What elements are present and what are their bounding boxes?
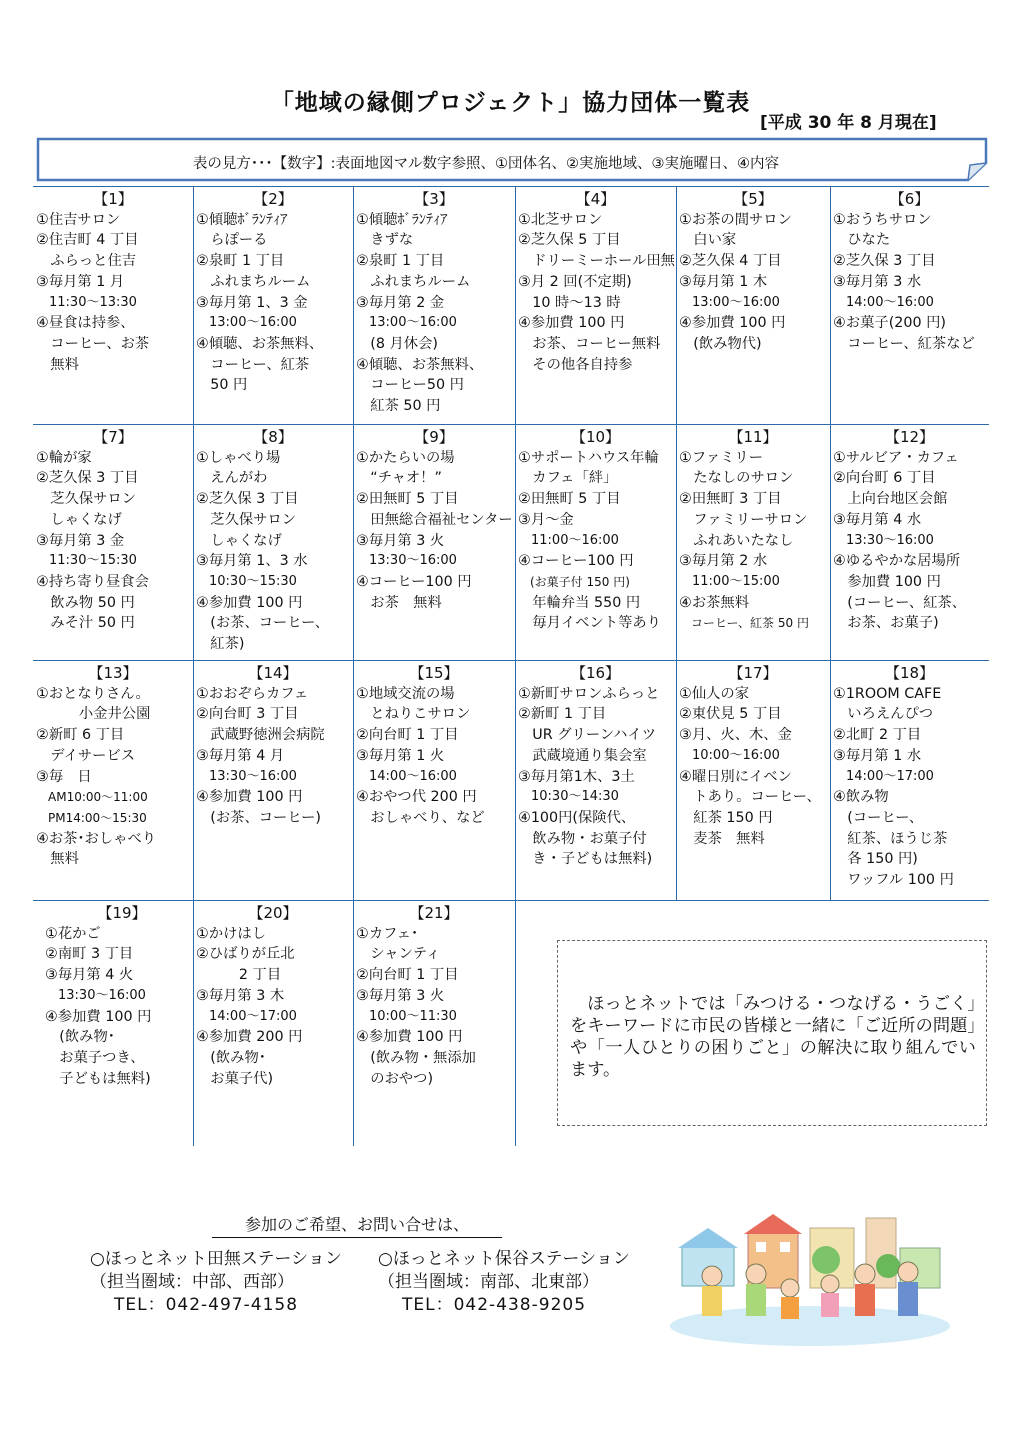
community-illustration-icon xyxy=(660,1208,950,1348)
group-detail-line: 10 時～13 時 xyxy=(518,294,621,311)
group-detail-line: ③月、火、木、金 xyxy=(679,727,792,744)
group-detail-line: 無料 xyxy=(36,356,79,373)
group-detail-line: 14:00～16:00 xyxy=(356,768,457,784)
group-detail-line: ①おうちサロン xyxy=(833,211,932,228)
group-detail-line: ④参加費 100 円 xyxy=(356,1029,463,1046)
group-detail-line: 13:00～16:00 xyxy=(196,315,297,331)
group-cell xyxy=(679,189,827,355)
group-detail-line: ②芝久保 3 丁目 xyxy=(36,470,139,487)
group-detail-line: ②向台町 3 丁目 xyxy=(196,706,299,723)
group-detail-line: 13:30～16:00 xyxy=(45,987,146,1003)
group-detail-line: ③毎月第 3 金 xyxy=(36,532,125,549)
group-detail-line: 毎月イベント等あり xyxy=(518,615,661,632)
group-detail-line: 11:00～15:00 xyxy=(679,573,780,589)
group-detail-line: ③月～金 xyxy=(518,511,574,528)
group-number: 【14】 xyxy=(248,664,298,682)
group-detail-line: しゃくなげ xyxy=(196,532,282,549)
group-detail-line: 10:30～15:30 xyxy=(196,573,297,589)
group-detail-line: 武蔵境通り集会室 xyxy=(518,747,647,764)
row-divider xyxy=(33,900,989,901)
info-box xyxy=(557,940,987,1126)
station-area: （担当圏域：南部、北東部） xyxy=(378,1272,599,1292)
group-number: 【10】 xyxy=(570,428,621,446)
group-detail-line: 10:00～11:30 xyxy=(356,1008,457,1024)
group-detail-line: (コーヒー、 xyxy=(833,809,924,826)
group-detail-line: らぽーる xyxy=(196,232,268,249)
group-detail-line: ③毎月第 1 木 xyxy=(679,273,768,290)
group-detail-line: ③毎月第 2 金 xyxy=(356,294,445,311)
group-detail-line: 11:30～15:30 xyxy=(36,553,137,569)
group-cell xyxy=(196,189,350,396)
group-detail-line: 武蔵野徳洲会病院 xyxy=(196,727,325,744)
group-detail-line: (飲み物･ xyxy=(45,1029,115,1046)
group-detail-line: ふらっと住吉 xyxy=(36,253,137,270)
group-detail-line: ドリーミーホール田無 xyxy=(518,253,675,270)
group-detail-line: ④参加費 100 円 xyxy=(196,789,303,806)
group-detail-line: ②芝久保 4 丁目 xyxy=(679,253,782,270)
group-detail-line: ①傾聴ﾎﾞﾗﾝﾃｨｱ xyxy=(356,211,448,228)
group-detail-line: ②新町 1 丁目 xyxy=(518,706,607,723)
group-detail-line: ②南町 3 丁目 xyxy=(45,946,134,963)
group-cell xyxy=(36,663,190,870)
group-detail-line: 年輪弁当 550 円 xyxy=(518,594,641,611)
group-detail-line: ③毎月第 1 火 xyxy=(356,747,445,764)
group-number: 【18】 xyxy=(884,664,935,682)
group-detail-line: ④100円(保険代、 xyxy=(518,809,636,826)
info-text: ほっとネットでは「みつける・つなげる・うごく」をキーワードに市民の皆様と一緒に「ご近所の問題」や「一人ひとりの困りごと」の解決に取り組んでいます。 xyxy=(570,994,976,1080)
group-detail-line: ③毎月第 1、3 水 xyxy=(196,553,308,570)
group-detail-line: とねりこサロン xyxy=(356,706,471,723)
group-detail-line: ②田無町 5 丁目 xyxy=(518,491,621,508)
group-detail-line: ④お菓子(200 円) xyxy=(833,315,946,332)
group-number: 【19】 xyxy=(97,904,147,922)
group-detail-line: ④参加費 100 円 xyxy=(518,315,625,332)
group-cell xyxy=(36,189,190,375)
group-detail-line: UR グリーンハイツ xyxy=(518,727,657,744)
group-detail-line: 紅茶) xyxy=(196,636,245,653)
group-detail-line: ③毎月第 4 月 xyxy=(196,747,285,764)
group-detail-line: ワッフル 100 円 xyxy=(833,872,954,889)
group-detail-line: 紅茶 150 円 xyxy=(679,809,773,826)
group-detail-line: ③毎月第 2 水 xyxy=(679,553,768,570)
col-divider xyxy=(515,900,516,1146)
group-detail-line: (コーヒー、紅茶、 xyxy=(833,594,967,611)
group-detail-line: ①おとなりさん。 xyxy=(36,685,150,702)
group-detail-line: ②ひばりが丘北 xyxy=(196,946,295,963)
group-detail-line: カフェ「絆」 xyxy=(518,470,618,487)
station-name: ○ほっとネット保谷ステーション xyxy=(378,1249,630,1269)
group-cell xyxy=(196,903,350,1089)
group-cell xyxy=(45,903,199,1089)
group-cell xyxy=(833,427,986,634)
legend-banner xyxy=(36,137,988,182)
group-number: 【6】 xyxy=(889,190,930,208)
group-detail-line: ①カフェ･ xyxy=(356,925,419,942)
group-detail-line: 14:00～16:00 xyxy=(833,294,934,310)
group-detail-line: 50 円 xyxy=(196,377,248,394)
group-detail-line: 13:30～16:00 xyxy=(196,768,297,784)
group-number: 【13】 xyxy=(88,664,138,682)
col-divider xyxy=(676,186,677,900)
group-detail-line: コーヒー、紅茶など xyxy=(833,335,975,352)
group-detail-line: ③毎月第 3 火 xyxy=(356,532,445,549)
group-detail-line: ひなた xyxy=(833,232,891,249)
group-detail-line: ①ファミリー xyxy=(679,449,764,466)
group-detail-line: (飲み物･ xyxy=(196,1049,266,1066)
group-detail-line: ④参加費 200 円 xyxy=(196,1029,303,1046)
group-detail-line: のおやつ) xyxy=(356,1070,434,1087)
group-detail-line: 2 丁目 xyxy=(196,967,282,984)
group-cell xyxy=(356,663,512,829)
group-detail-line: ④持ち寄り昼食会 xyxy=(36,573,149,590)
group-detail-line: 紅茶、ほうじ茶 xyxy=(833,830,948,847)
group-detail-line: お菓子つき、 xyxy=(45,1049,145,1066)
group-detail-line: ②泉町 1 丁目 xyxy=(196,253,285,270)
group-detail-line: (お茶、コーヒー、 xyxy=(196,615,330,632)
group-detail-line: シャンティ xyxy=(356,946,441,963)
group-detail-line: ④コーヒー100 円 xyxy=(356,573,472,590)
group-detail-line: (飲み物・無添加 xyxy=(356,1049,476,1066)
group-detail-line: ③毎月第 1 水 xyxy=(833,747,922,764)
group-cell xyxy=(679,427,827,634)
group-number: 【4】 xyxy=(575,190,616,208)
group-detail-line: ④お茶･おしゃべり xyxy=(36,830,157,847)
group-number: 【15】 xyxy=(409,664,459,682)
group-detail-line: ①1ROOM CAFE xyxy=(833,685,942,702)
group-detail-line: ③月 2 回(不定期) xyxy=(518,273,632,290)
group-number: 【1】 xyxy=(93,190,133,208)
group-number: 【9】 xyxy=(414,428,454,446)
group-number: 【16】 xyxy=(570,664,621,682)
group-detail-line: ④曜日別にイベン xyxy=(679,768,792,785)
group-detail-line: 田無総合福祉センター xyxy=(356,511,513,528)
group-detail-line: 芝久保サロン xyxy=(36,491,137,508)
row-divider xyxy=(33,186,989,187)
as-of-date: [平成 30 年 8 月現在] xyxy=(760,113,937,133)
group-detail-line: ②向台町 1 丁目 xyxy=(356,727,459,744)
group-number: 【11】 xyxy=(728,428,778,446)
group-detail-line: 10:30～14:30 xyxy=(518,789,619,805)
group-detail-line: ②東伏見 5 丁目 xyxy=(679,706,782,723)
group-detail-line: ②新町 6 丁目 xyxy=(36,727,125,744)
group-detail-line: 14:00～17:00 xyxy=(196,1008,297,1024)
group-detail-line: ④コーヒー100 円 xyxy=(518,553,634,570)
group-detail-line: 10:00～16:00 xyxy=(679,747,780,763)
group-detail-line: ③毎月第 3 木 xyxy=(196,987,285,1004)
station-tel: TEL：042-497-4158 xyxy=(114,1295,299,1315)
col-divider xyxy=(353,900,354,1146)
group-number: 【17】 xyxy=(728,664,778,682)
group-cell xyxy=(356,189,512,417)
group-number: 【5】 xyxy=(733,190,773,208)
station-area: （担当圏域：中部、西部） xyxy=(90,1272,294,1292)
group-detail-line: き・子どもは無料) xyxy=(518,851,653,868)
group-detail-line: 参加費 100 円 xyxy=(833,573,941,590)
group-detail-line: 小金井公園 xyxy=(36,706,151,723)
group-detail-line: ①かけはし xyxy=(196,925,267,942)
group-detail-line: ②田無町 3 丁目 xyxy=(679,491,782,508)
station-hoya xyxy=(378,1248,630,1317)
group-detail-line: きずな xyxy=(356,232,414,249)
group-detail-line: 13:30～16:00 xyxy=(833,532,934,548)
group-detail-line: お菓子代) xyxy=(196,1070,274,1087)
group-detail-line: お茶 無料 xyxy=(356,594,442,611)
group-cell xyxy=(356,903,512,1089)
group-detail-line: ①おおぞらカフェ xyxy=(196,685,309,702)
group-cell xyxy=(833,663,986,891)
group-cell xyxy=(518,427,673,634)
group-detail-line: ①北芝サロン xyxy=(518,211,603,228)
group-detail-line: ②芝久保 5 丁目 xyxy=(518,232,621,249)
group-detail-line: ②住吉町 4 丁目 xyxy=(36,232,139,249)
group-detail-line: みそ汁 50 円 xyxy=(36,615,135,632)
group-detail-line: ②向台町 1 丁目 xyxy=(356,967,459,984)
group-detail-line: その他各自持参 xyxy=(518,356,633,373)
group-detail-line: ④お茶無料 xyxy=(679,594,750,611)
group-detail-line: 各 150 円) xyxy=(833,851,918,868)
group-detail-line: ③毎月第 3 火 xyxy=(356,987,445,1004)
group-detail-line: 白い家 xyxy=(679,232,737,249)
group-detail-line: 子どもは無料) xyxy=(45,1070,151,1087)
group-detail-line: 13:00～16:00 xyxy=(356,315,457,331)
station-tel: TEL：042-438-9205 xyxy=(402,1295,587,1315)
group-detail-line: ふれまちルーム xyxy=(356,273,471,290)
group-cell xyxy=(196,427,350,655)
group-detail-line: ①花かご xyxy=(45,925,101,942)
group-detail-line: ①お茶の間サロン xyxy=(679,211,792,228)
contact-heading: 参加のご希望、お問い合せは、 xyxy=(212,1212,502,1238)
group-detail-line: ①サポートハウス年輪 xyxy=(518,449,659,466)
group-number: 【3】 xyxy=(414,190,454,208)
group-detail-line: ③毎月第 1 月 xyxy=(36,273,125,290)
group-detail-line: トあり。コーヒー、 xyxy=(679,789,821,806)
group-detail-line: 上向台地区会館 xyxy=(833,491,948,508)
group-detail-line: お茶、コーヒー無料 xyxy=(518,335,661,352)
col-divider xyxy=(515,186,516,900)
group-detail-line: 13:00～16:00 xyxy=(679,294,780,310)
group-detail-line: ①かたらいの場 xyxy=(356,449,455,466)
group-detail-line: コーヒー50 円 xyxy=(356,377,464,394)
group-detail-line: 11:30～13:30 xyxy=(36,294,137,310)
group-detail-line: ④おやつ代 200 円 xyxy=(356,789,477,806)
group-detail-line: いろえんぴつ xyxy=(833,706,934,723)
page-title: 「地域の縁側プロジェクト」協力団体一覧表 xyxy=(270,90,751,116)
group-number: 【21】 xyxy=(409,904,459,922)
group-detail-line: PM14:00～15:30 xyxy=(36,810,147,825)
group-number: 【8】 xyxy=(253,428,293,446)
group-detail-line: ②泉町 1 丁目 xyxy=(356,253,445,270)
group-detail-line: “チャオ！” xyxy=(356,470,442,487)
group-detail-line: ④参加費 100 円 xyxy=(196,594,303,611)
station-name: ○ほっとネット田無ステーション xyxy=(90,1249,342,1269)
group-detail-line: デイサービス xyxy=(36,747,136,764)
station-tanashi xyxy=(90,1248,342,1317)
col-divider xyxy=(193,186,194,900)
group-detail-line: ①輪が家 xyxy=(36,449,92,466)
group-detail-line: おしゃべり、など xyxy=(356,809,485,826)
group-cell xyxy=(518,189,673,375)
group-detail-line: ③毎月第 1、3 金 xyxy=(196,294,308,311)
group-detail-line: ファミリーサロン xyxy=(679,511,808,528)
group-detail-line: ①仙人の家 xyxy=(679,685,750,702)
group-detail-line: ふれあいたなし xyxy=(679,532,794,549)
group-number: 【12】 xyxy=(884,428,935,446)
group-detail-line: ①しゃべり場 xyxy=(196,449,281,466)
group-detail-line: ②芝久保 3 丁目 xyxy=(196,491,299,508)
group-detail-line: (お菓子付 150 円) xyxy=(518,574,630,589)
group-cell xyxy=(679,663,827,849)
group-detail-line: AM10:00～11:00 xyxy=(36,790,148,805)
group-detail-line: (飲み物代) xyxy=(679,335,762,352)
group-detail-line: ④ゆるやかな居場所 xyxy=(833,553,961,570)
group-detail-line: ②北町 2 丁目 xyxy=(833,727,922,744)
group-detail-line: ③毎月第 4 火 xyxy=(45,967,134,984)
group-detail-line: (お茶、コーヒー) xyxy=(196,809,321,826)
row-divider xyxy=(33,424,989,425)
col-divider xyxy=(830,186,831,900)
group-cell xyxy=(518,663,673,870)
group-detail-line: 麦茶 無料 xyxy=(679,830,765,847)
group-detail-line: ②田無町 5 丁目 xyxy=(356,491,459,508)
group-detail-line: ④昼食は持参、 xyxy=(36,315,135,332)
group-detail-line: 無料 xyxy=(36,851,79,868)
group-cell xyxy=(36,427,190,634)
legend-text: 表の見方･･･【数字】:表面地図マル数字参照、①団体名、②実施地域、③実施曜日、④内容 xyxy=(192,156,780,172)
group-detail-line: (8 月休会) xyxy=(356,335,438,352)
group-detail-line: たなしのサロン xyxy=(679,470,794,487)
group-detail-line: ②芝久保 3 丁目 xyxy=(833,253,936,270)
group-cell xyxy=(356,427,512,613)
group-detail-line: ふれまちルーム xyxy=(196,273,311,290)
group-detail-line: ①サルビア・カフェ xyxy=(833,449,959,466)
group-detail-line: ①地域交流の場 xyxy=(356,685,455,702)
group-detail-line: ③毎 日 xyxy=(36,768,92,785)
group-detail-line: お茶、お菓子) xyxy=(833,615,939,632)
group-detail-line: 芝久保サロン xyxy=(196,511,297,528)
group-detail-line: ④飲み物 xyxy=(833,789,889,806)
group-detail-line: しゃくなげ xyxy=(36,511,122,528)
group-detail-line: ④参加費 100 円 xyxy=(45,1008,152,1025)
group-detail-line: ①傾聴ﾎﾞﾗﾝﾃｨｱ xyxy=(196,211,288,228)
group-cell xyxy=(833,189,986,355)
group-detail-line: 飲み物 50 円 xyxy=(36,594,135,611)
group-cell xyxy=(196,663,350,829)
group-detail-line: ②向台町 6 丁目 xyxy=(833,470,936,487)
group-detail-line: 紅茶 50 円 xyxy=(356,398,441,415)
group-detail-line: 14:00～17:00 xyxy=(833,768,934,784)
col-divider xyxy=(353,186,354,900)
group-detail-line: 飲み物・お菓子付 xyxy=(518,830,647,847)
group-number: 【2】 xyxy=(253,190,293,208)
group-number: 【7】 xyxy=(93,428,133,446)
group-detail-line: ④傾聴、お茶無料、 xyxy=(196,335,324,352)
group-detail-line: ③毎月第 4 水 xyxy=(833,511,922,528)
row-divider xyxy=(33,660,989,661)
group-detail-line: コーヒー、紅茶 xyxy=(196,356,310,373)
group-detail-line: 11:00～16:00 xyxy=(518,532,619,548)
group-detail-line: コーヒー、紅茶 50 円 xyxy=(679,616,809,631)
group-detail-line: ④傾聴、お茶無料、 xyxy=(356,356,484,373)
group-detail-line: 13:30～16:00 xyxy=(356,553,457,569)
group-detail-line: ④参加費 100 円 xyxy=(679,315,786,332)
group-detail-line: ①新町サロンふらっと xyxy=(518,685,660,702)
group-detail-line: ③毎月第 3 水 xyxy=(833,273,922,290)
group-detail-line: コーヒー、お茶 xyxy=(36,335,150,352)
group-number: 【20】 xyxy=(248,904,298,922)
group-detail-line: ①住吉サロン xyxy=(36,211,121,228)
group-detail-line: ③毎月第1木、3土 xyxy=(518,768,635,785)
group-detail-line: えんがわ xyxy=(196,470,268,487)
